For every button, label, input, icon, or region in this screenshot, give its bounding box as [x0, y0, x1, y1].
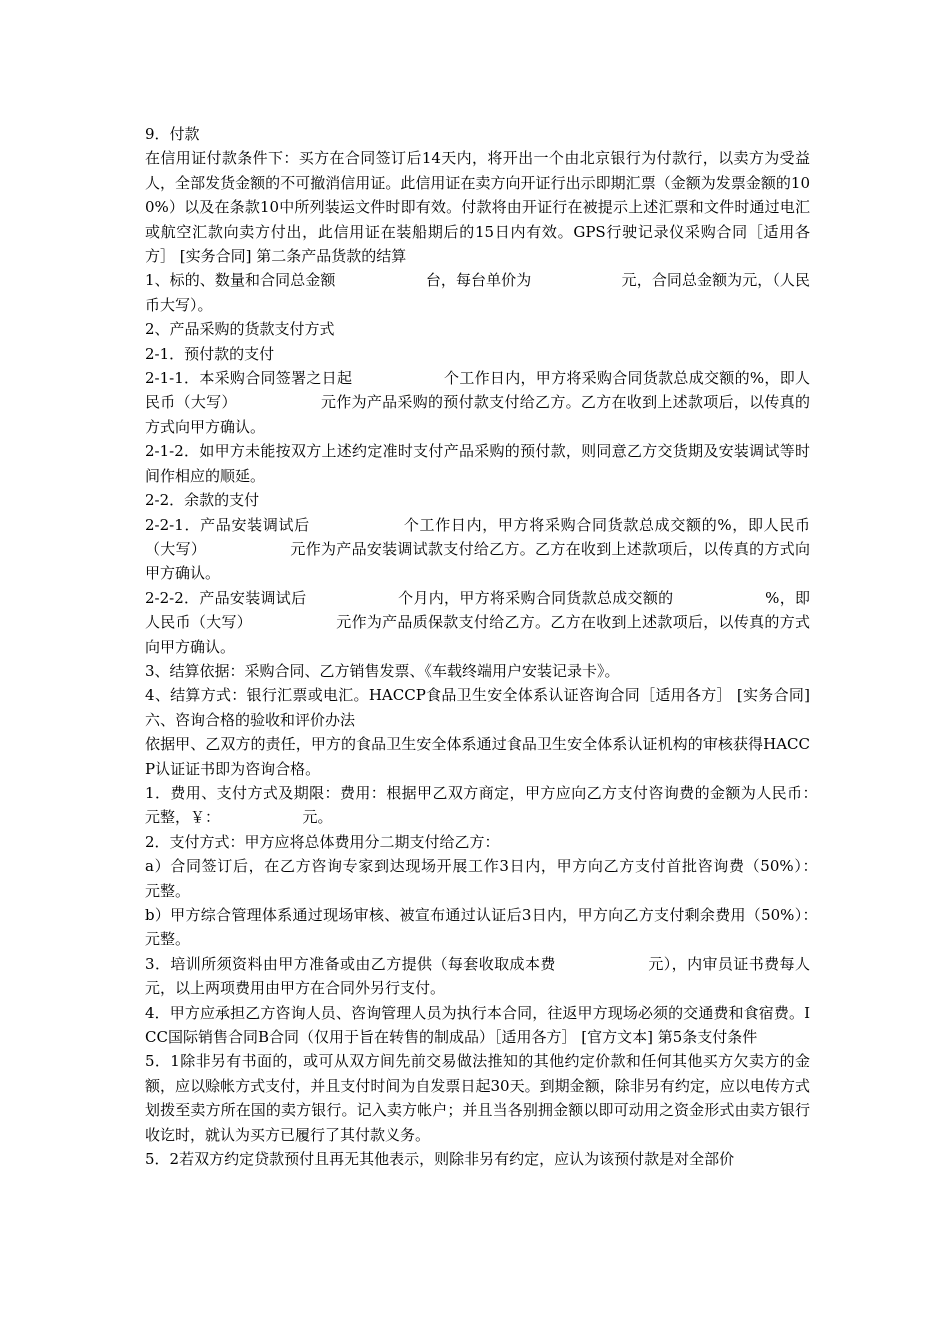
paragraph-installment-a: a）合同签订后，在乙方咨询专家到达现场开展工作3日内，甲方向乙方支付首批咨询费（50%）： 元整。 [145, 857, 901, 900]
paragraph-letter-of-credit: 在信用证付款条件下：买方在合同签订后14天内，将开出一个由北京银行为付款行，以卖方为受益人，全部发货金额的不可撤消信用证。此信用证在卖方向开证行出示即期汇票（金额为发票金额的100%）以及在条款10中所列装运文件时即有效。付款将由开证行在被提示上述汇票和文件时通过电汇或航空汇款向卖方付出，此信用证在装船期后的15日内有效。GPS行驶记录仪采购合同［适用各方］ [实务合同] 第二条产品货款的结算 [145, 149, 810, 266]
paragraph-2-1-1: 2-1-1．本采购合同签署之日起 个工作日内，甲方将采购合同货款总成交额的%，即人民币（大写） 元作为产品采购的预付款支付给乙方。乙方在收到上述款项后，以传真的方式向甲方确认。 [145, 369, 810, 436]
paragraph-total-amount: 1、标的、数量和合同总金额 台，每台单价为 元，合同总金额为元，（人民币大写）。 [145, 271, 810, 314]
paragraph-prepayment: 2-1．预付款的支付 [145, 344, 275, 363]
paragraph-2-2-1: 2-2-1．产品安装调试后 个工作日内，甲方将采购合同货款总成交额的%，即人民币（大写） 元作为产品安装调试款支付给乙方。乙方在收到上述款项后，以传真的方式向甲方确认。 [145, 515, 810, 583]
paragraph-installment-b: b）甲方综合管理体系通过现场审核、被宣布通过认证后3日内，甲方向乙方支付剩余费用（50%）： 元整。 [145, 906, 901, 949]
paragraph-5-2: 5．2若双方约定贷款预付且再无其他表示，则除非另有约定，应认为该预付款是对全部价 [145, 1150, 735, 1169]
paragraph-payment-installments: 2．支付方式：甲方应将总体费用分二期支付给乙方： [145, 832, 500, 851]
paragraph-5-1: 5．1除非另有书面的，或可从双方间先前交易做法推知的其他约定价款和任何其他买方欠卖方的金额，应以赊帐方式支付，并且支付时间为自发票日起30天。到期金额，除非另有约定，应以电传方式划拨至卖方所在国的卖方银行。记入卖方帐户；并且当各别拥金额以即可动用之资金形式由卖方银行收讫时，就认为买方已履行了其付款义务。 [145, 1052, 810, 1144]
paragraph-2-1-2: 2-1-2．如甲方未能按双方上述约定准时支付产品采购的预付款，则同意乙方交货期及安装调试等时间作相应的顺延。 [145, 442, 810, 485]
paragraph-2-2-2: 2-2-2．产品安装调试后 个月内，甲方将采购合同货款总成交额的 %，即人民币（大写） 元作为产品质保款支付给乙方。乙方在收到上述款项后，以传真的方式向甲方确认。 [145, 588, 810, 656]
document-body [145, 122, 901, 1171]
payment-heading: 9．付款 [145, 125, 200, 143]
paragraph-settlement-basis: 3、结算依据：采购合同、乙方销售发票、《车载终端用户安装记录卡》。 [145, 661, 620, 680]
paragraph-travel-costs: 4．甲方应承担乙方咨询人员、咨询管理人员为执行本合同，往返甲方现场必须的交通费和食宿费。ICC国际销售合同B合同（仅用于旨在转售的制成品）［适用各方］ [官方文本] 第5条支付条件 [145, 1003, 810, 1047]
paragraph-qualification: 依据甲、乙双方的责任，甲方的食品卫生安全体系通过食品卫生安全体系认证机构的审核获得HACCP认证证书即为咨询合格。 [145, 735, 810, 778]
paragraph-balance-payment: 2-2．余款的支付 [145, 491, 260, 510]
paragraph-payment-method: 2、产品采购的货款支付方式 [145, 320, 335, 339]
paragraph-fees: 1．费用、支付方式及期限：费用：根据甲乙双方商定，甲方应向乙方支付咨询费的金额为人民币： 元整，￥： 元。 [145, 783, 901, 827]
paragraph-settlement-method: 4、结算方式：银行汇票或电汇。HACCP食品卫生安全体系认证咨询合同［适用各方］ [实务合同] 六、咨询合格的验收和评价办法 [145, 686, 810, 729]
paragraph-training-materials: 3．培训所须资料由甲方准备或由乙方提供（每套收取成本费 元），内审员证书费每人 元，以上两项费用由甲方在合同外另行支付。 [145, 954, 901, 998]
